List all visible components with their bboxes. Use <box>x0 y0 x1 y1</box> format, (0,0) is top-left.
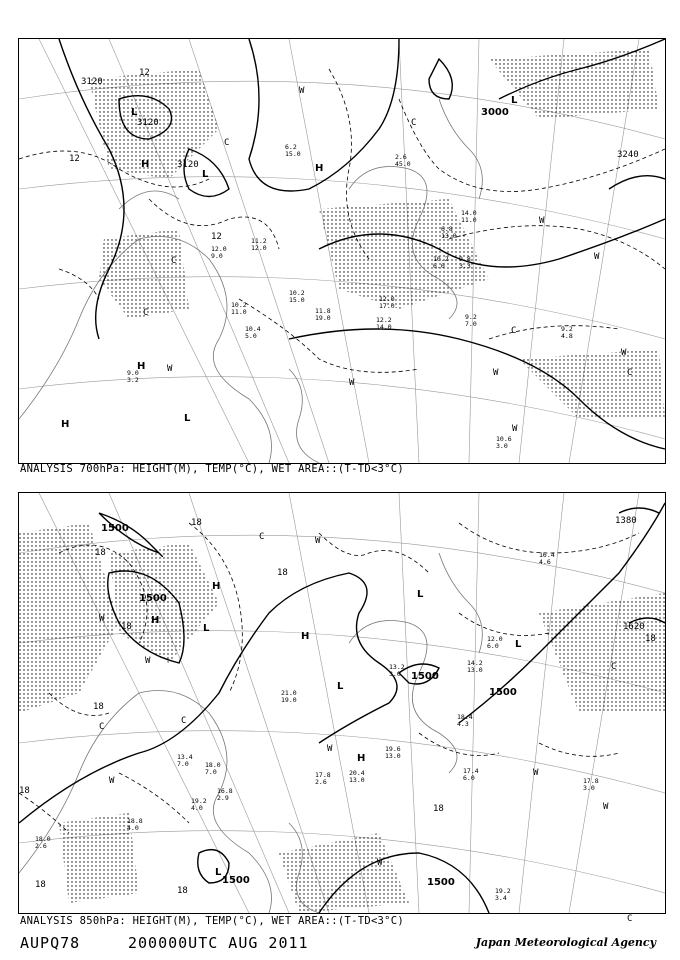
high-center: H <box>151 615 160 626</box>
caption-850hpa: ANALYSIS 850hPa: HEIGHT(M), TEMP(°C), WET AREA::(T-TD<3°C) <box>20 915 405 927</box>
temp-label: 18 <box>95 548 106 558</box>
station-temp: 12.0 <box>211 245 227 253</box>
station-temp: 2.6 <box>395 153 407 161</box>
chart-code: AUPQ78 <box>20 934 81 952</box>
station-dewpoint: 3.0 <box>496 442 508 450</box>
warm-mark: W <box>594 252 600 262</box>
station-temp: 11.8 <box>315 307 331 315</box>
low-center: L <box>215 867 222 878</box>
warm-mark: W <box>167 364 173 374</box>
station-dewpoint: 4.3 <box>457 720 469 728</box>
station-temp: 6.8 <box>441 225 453 233</box>
height-label: 1500 <box>222 875 250 886</box>
station-dewpoint: 14.0 <box>376 323 392 331</box>
station-dewpoint: 2.9 <box>217 794 229 802</box>
warm-mark: W <box>299 86 305 96</box>
station-dewpoint: 3.4 <box>495 894 507 902</box>
station-dewpoint: 7.0 <box>177 760 189 768</box>
station-dewpoint: 17.0 <box>379 302 395 310</box>
agency-name: Japan Meteorological Agency <box>475 936 656 949</box>
cold-mark: C <box>224 138 230 148</box>
high-center: H <box>137 361 146 372</box>
station-temp: 9.0 <box>127 369 139 377</box>
station-dewpoint: 13.0 <box>385 752 401 760</box>
temp-label: 12 <box>69 154 80 164</box>
station-temp: 21.0 <box>281 689 297 697</box>
warm-mark: W <box>533 768 539 778</box>
station-temp: 16.8 <box>217 787 233 795</box>
warm-mark: W <box>603 802 609 812</box>
station-dewpoint: 4.6 <box>539 558 551 566</box>
station-temp: 9.2 <box>465 313 477 321</box>
warm-mark: W <box>327 744 333 754</box>
low-center: L <box>515 639 522 650</box>
cold-mark: C <box>611 662 617 672</box>
station-dewpoint: 2.6 <box>315 778 327 786</box>
warm-mark: W <box>315 536 321 546</box>
station-dewpoint: 6.0 <box>433 262 445 270</box>
station-dewpoint: 3.0 <box>389 670 401 678</box>
high-center: H <box>141 159 150 170</box>
low-center: L <box>337 681 344 692</box>
station-temp: 19.6 <box>385 745 401 753</box>
temp-label: 18 <box>645 634 656 644</box>
warm-mark: W <box>539 216 545 226</box>
station-dewpoint: 3.3 <box>459 262 471 270</box>
station-temp: 19.2 <box>495 887 511 895</box>
station-temp: 13.2 <box>389 663 405 671</box>
analysis-time: 200000UTC AUG 2011 <box>128 934 309 952</box>
temp-label: 18 <box>121 622 132 632</box>
height-label: 3120 <box>81 77 103 87</box>
station-temp: 9.8 <box>459 255 471 263</box>
station-dewpoint: 4.0 <box>191 804 203 812</box>
caption-700hpa: ANALYSIS 700hPa: HEIGHT(M), TEMP(°C), WET AREA::(T-TD<3°C) <box>20 463 405 475</box>
station-temp: 12.0 <box>487 635 503 643</box>
station-temp: 18.0 <box>35 835 51 843</box>
station-dewpoint: 4.0 <box>127 824 139 832</box>
map-700hpa-canvas <box>19 39 665 463</box>
station-dewpoint: 15.0 <box>285 150 301 158</box>
station-dewpoint: 13.0 <box>441 232 457 240</box>
station-dewpoint: 4.8 <box>561 332 573 340</box>
low-center: L <box>203 623 210 634</box>
temp-label: 12 <box>139 68 150 78</box>
high-center: H <box>315 163 324 174</box>
station-temp: 17.8 <box>315 771 331 779</box>
station-dewpoint: 19.0 <box>315 314 331 322</box>
station-temp: 14.0 <box>461 209 477 217</box>
station-temp: 18.8 <box>127 817 143 825</box>
station-temp: 9.2 <box>561 325 573 333</box>
station-obs-group <box>127 143 573 450</box>
cold-mark: C <box>627 914 633 924</box>
station-dewpoint: 13.0 <box>349 776 365 784</box>
height-label: 1500 <box>411 671 439 682</box>
station-temp: 17.4 <box>463 767 479 775</box>
station-dewpoint: 5.0 <box>245 332 257 340</box>
warm-mark: W <box>349 378 355 388</box>
station-temp: 10.2 <box>231 301 247 309</box>
temp-label: 18 <box>277 568 288 578</box>
high-center: H <box>61 419 70 430</box>
low-center: L <box>202 169 209 180</box>
temp-label: 18 <box>177 886 188 896</box>
temp-label: 18 <box>191 518 202 528</box>
station-dewpoint: 15.0 <box>289 296 305 304</box>
cold-mark: C <box>143 308 149 318</box>
station-dewpoint: 11.0 <box>461 216 477 224</box>
temp-label: 18 <box>93 702 104 712</box>
station-dewpoint: 6.0 <box>463 774 475 782</box>
height-label: 3120 <box>137 118 159 128</box>
cold-mark: C <box>411 118 417 128</box>
station-temp: 18.0 <box>205 761 221 769</box>
cold-mark: C <box>511 326 517 336</box>
station-dewpoint: 9.0 <box>211 252 223 260</box>
station-dewpoint: 3.2 <box>127 376 139 384</box>
station-dewpoint: 6.0 <box>487 642 499 650</box>
cold-mark: C <box>181 716 187 726</box>
station-dewpoint: 13.0 <box>467 666 483 674</box>
warm-mark: W <box>109 776 115 786</box>
warm-mark: W <box>377 858 383 868</box>
high-center: H <box>357 753 366 764</box>
height-label: 1620 <box>623 622 645 632</box>
station-temp: 10.2 <box>433 255 449 263</box>
warm-mark: W <box>145 656 151 666</box>
station-dewpoint: 2.6 <box>35 842 47 850</box>
temp-label: 18 <box>433 804 444 814</box>
height-label: 1500 <box>489 687 517 698</box>
station-temp: 12.2 <box>376 316 392 324</box>
map-700hpa <box>18 38 666 464</box>
temp-label: 18 <box>19 786 30 796</box>
cold-mark: C <box>99 722 105 732</box>
station-temp: 11.2 <box>251 237 267 245</box>
station-temp: 18.4 <box>457 713 473 721</box>
station-temp: 6.2 <box>285 143 297 151</box>
station-dewpoint: 7.0 <box>205 768 217 776</box>
low-center: L <box>184 413 191 424</box>
warm-mark: W <box>621 348 627 358</box>
height-label: 3240 <box>617 150 639 160</box>
high-center: H <box>301 631 310 642</box>
station-temp: 19.2 <box>191 797 207 805</box>
station-dewpoint: 11.0 <box>231 308 247 316</box>
station-temp: 14.2 <box>467 659 483 667</box>
cold-mark: C <box>259 532 265 542</box>
height-label: 1500 <box>101 523 129 534</box>
height-label: 3120 <box>177 160 199 170</box>
warm-mark: W <box>493 368 499 378</box>
wet-area <box>19 523 665 913</box>
cold-mark: C <box>627 368 633 378</box>
height-label: 1500 <box>139 593 167 604</box>
station-temp: 13.4 <box>177 753 193 761</box>
station-dewpoint: 19.0 <box>281 696 297 704</box>
temp-label: 18 <box>35 880 46 890</box>
station-dewpoint: 7.0 <box>465 320 477 328</box>
high-center: H <box>212 581 221 592</box>
height-label: 1500 <box>427 877 455 888</box>
station-dewpoint: 45.0 <box>395 160 411 168</box>
cold-mark: C <box>171 256 177 266</box>
station-temp: 17.8 <box>583 777 599 785</box>
station-temp: 20.4 <box>349 769 365 777</box>
station-temp: 10.6 <box>496 435 512 443</box>
height-label: 3000 <box>481 107 509 118</box>
station-temp: 10.4 <box>245 325 261 333</box>
station-dewpoint: 3.0 <box>583 784 595 792</box>
low-center: L <box>511 95 518 106</box>
low-center: L <box>417 589 424 600</box>
height-label: 1380 <box>615 516 637 526</box>
low-center: L <box>131 107 138 118</box>
station-temp: 16.4 <box>539 551 555 559</box>
temp-label: 12 <box>211 232 222 242</box>
warm-mark: W <box>512 424 518 434</box>
station-dewpoint: 12.0 <box>251 244 267 252</box>
warm-mark: W <box>99 614 105 624</box>
station-temp: 10.2 <box>289 289 305 297</box>
station-temp: 12.0 <box>379 295 395 303</box>
